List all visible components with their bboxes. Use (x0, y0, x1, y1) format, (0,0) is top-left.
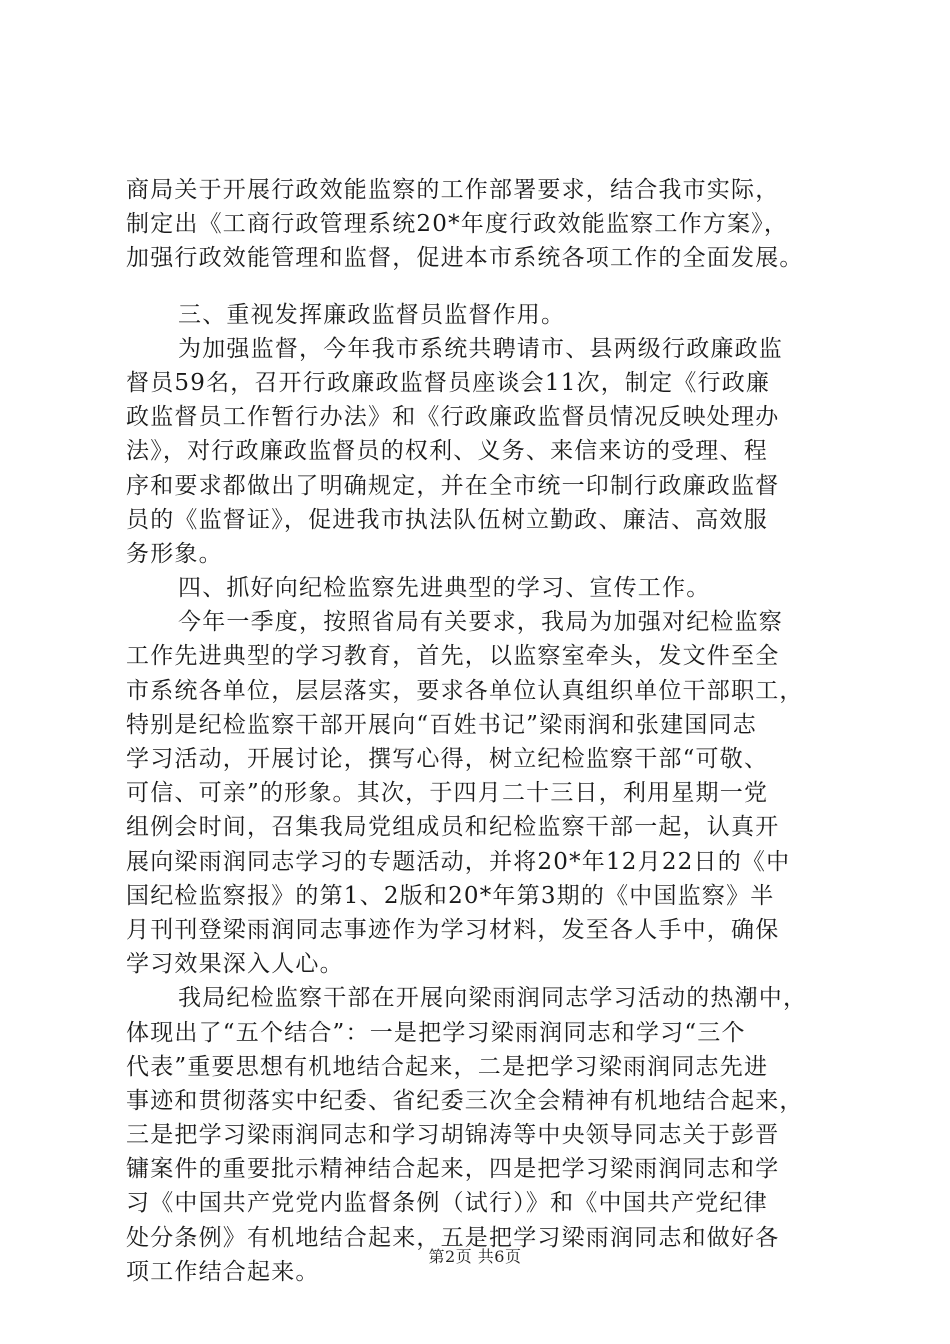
text-line: 我局纪检监察干部在开展向梁雨润同志学习活动的热潮中， (178, 985, 808, 1012)
text-line: 国纪检监察报》的第1、2版和20*年第3期的《中国监察》半 (126, 882, 775, 909)
text-line: 代表”重要思想有机地结合起来，二是把学习梁雨润同志先进 (126, 1053, 769, 1080)
text-line: 商局关于开展行政效能监察的工作部署要求，结合我市实际， (126, 177, 780, 203)
text-line: 务形象。 (126, 540, 223, 567)
text-line: 制定出《工商行政管理系统20*年度行政效能监察工作方案》， (126, 211, 789, 238)
text-line: 员的《监督证》，促进我市执法队伍树立勤政、廉洁、高效服 (126, 506, 768, 533)
text-line: 可信、可亲”的形象。其次，于四月二十三日，利用星期一党 (126, 780, 769, 807)
text-line: 今年一季度，按照省局有关要求，我局为加强对纪检监察 (178, 609, 783, 636)
text-line: 政监督员工作暂行办法》和《行政廉政监督员情况反映处理办 (126, 404, 780, 431)
text-line: 项工作结合起来。 (126, 1258, 320, 1285)
text-line: 督员59名，召开行政廉政监督员座谈会11次，制定《行政廉 (126, 369, 771, 396)
section-heading-4 (126, 571, 846, 605)
text-line: 月刊刊登梁雨润同志事迹作为学习材料，发至各人手中，确保 (126, 916, 780, 943)
paragraph-continuation (126, 173, 846, 276)
paragraph-gap (126, 276, 846, 298)
heading-line: 四、抓好向纪检监察先进典型的学习、宣传工作。 (178, 575, 711, 602)
text-line: 镛案件的重要批示精神结合起来，四是把学习梁雨润同志和学 (126, 1156, 780, 1183)
heading-line: 三、重视发挥廉政监督员监督作用。 (178, 301, 566, 328)
text-line: 处分条例》有机地结合起来，五是把学习梁雨润同志和做好各 (126, 1224, 780, 1251)
text-line: 市系统各单位，层层落实，要求各单位认真组织单位干部职工， (126, 677, 804, 704)
text-line: 组例会时间，召集我局党组成员和纪检监察干部一起，认真开 (126, 814, 780, 841)
text-line: 体现出了“五个结合”：一是把学习梁雨润同志和学习“三个 (126, 1019, 746, 1046)
text-line: 事迹和贯彻落实中纪委、省纪委三次全会精神有机地结合起来， (126, 1087, 804, 1114)
text-line: 学习效果深入人心。 (126, 951, 344, 978)
section-heading-3 (126, 298, 846, 332)
text-line: 习《中国共产党党内监督条例（试行）》和《中国共产党纪律 (126, 1190, 768, 1217)
text-line: 特别是纪检监察干部开展向“百姓书记”梁雨润和张建国同志 (126, 711, 757, 738)
paragraph-supervisors (126, 332, 846, 571)
text-line: 加强行政效能管理和监督，促进本市系统各项工作的全面发展。 (126, 245, 804, 272)
text-line: 序和要求都做出了明确规定，并在全市统一印制行政廉政监督 (126, 472, 780, 499)
page-number-footer: 第2页 共6页 (428, 1247, 522, 1266)
text-line: 展向梁雨润同志学习的专题活动，并将20*年12月22日的《中 (126, 848, 791, 875)
text-line: 法》，对行政廉政监督员的权利、义务、来信来访的受理、程 (126, 438, 768, 465)
paragraph-study-campaign (126, 605, 846, 981)
text-line: 工作先进典型的学习教育，首先，以监察室牵头，发文件至全 (126, 643, 780, 670)
text-line: 为加强监督，今年我市系统共聘请市、县两级行政廉政监 (178, 335, 783, 362)
text-line: 三是把学习梁雨润同志和学习胡锦涛等中央领导同志关于彭晋 (126, 1122, 780, 1149)
text-line: 学习活动，开展讨论，撰写心得，树立纪检监察干部“可敬、 (126, 746, 769, 772)
document-body (126, 173, 846, 1289)
paragraph-five-combinations (126, 981, 846, 1289)
